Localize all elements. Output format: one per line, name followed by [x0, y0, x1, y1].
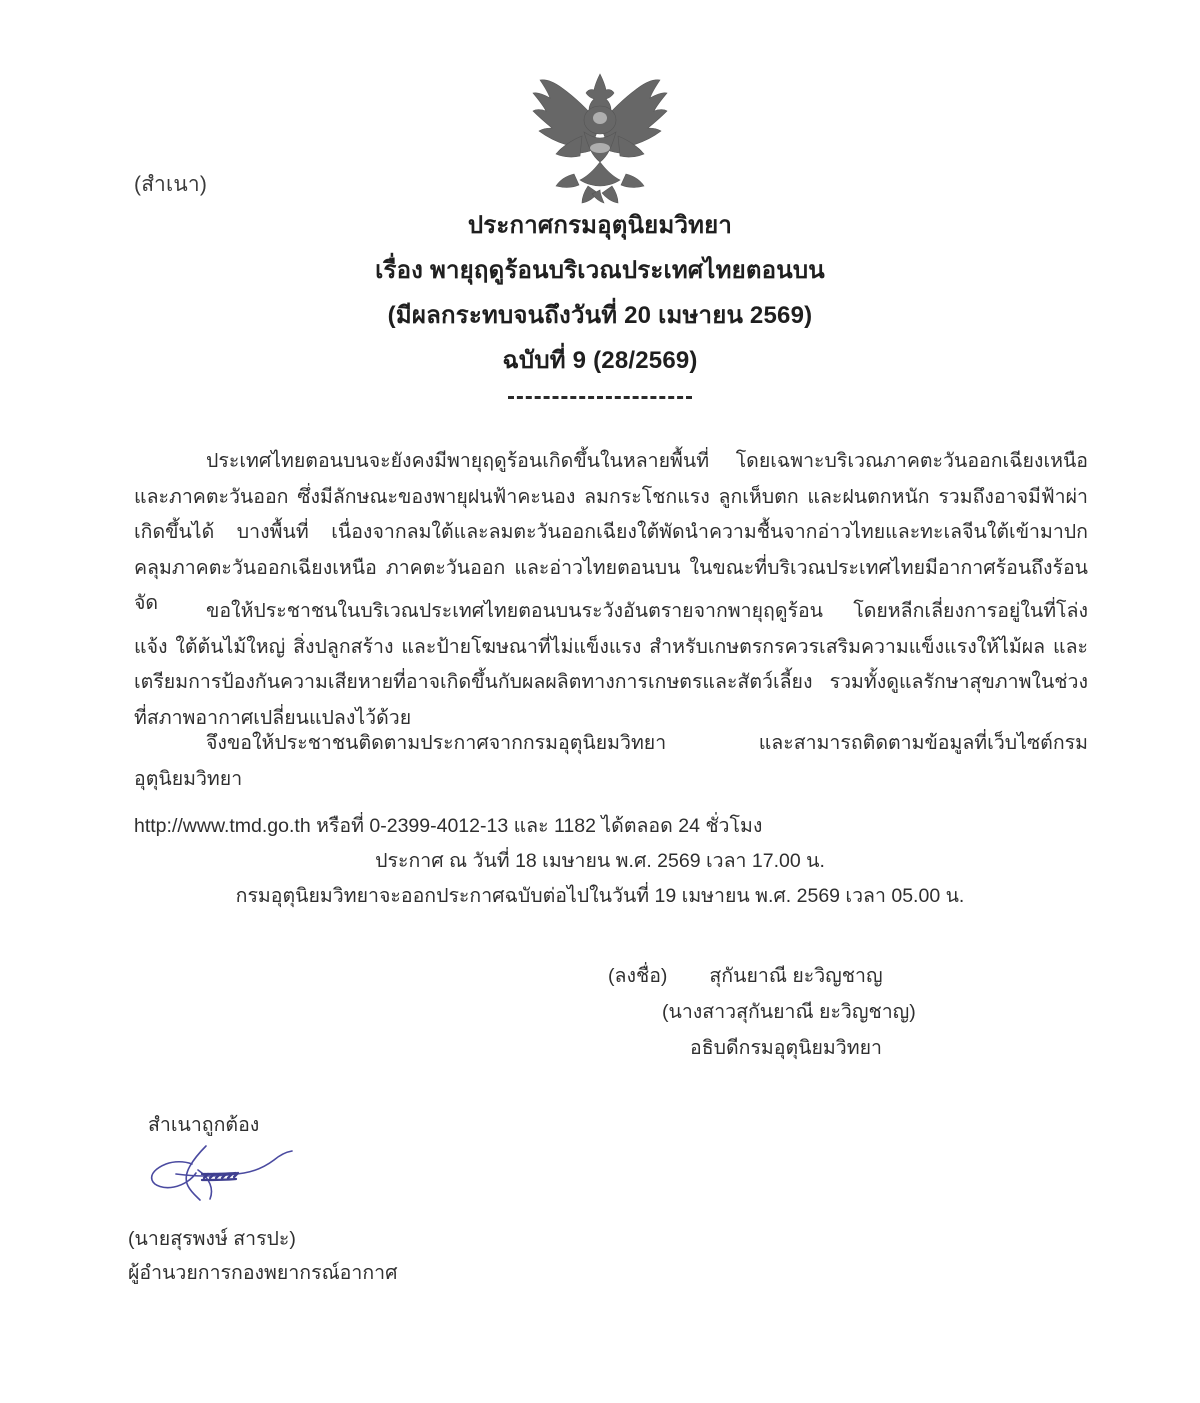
body-paragraph-3-container	[134, 726, 1088, 857]
certifier-name: (นายสุรพงษ์ สารปะ)	[128, 1228, 296, 1250]
certified-copy-block	[128, 1108, 548, 1290]
garuda-emblem	[530, 62, 670, 208]
announcement-subject: เรื่อง พายุฤดูร้อนบริเวณประเทศไทยตอนบน	[375, 257, 825, 284]
announcement-effective: (มีผลกระทบจนถึงวันที่ 20 เมษายน 2569)	[387, 302, 813, 329]
body-paragraph-2: ขอให้ประชาชนในบริเวณประเทศไทยตอนบนระวังอันตรายจากพายุฤดูร้อน โดยหลีกเลี่ยงการอยู่ในที่โล่งแจ้ง ใต้ต้นไม้ใหญ่ สิ่งปลูกสร้าง และป้ายโฆษณาที่ไม่แข็งแรง สำหรับเกษตรกรควรเสริมความแข็งแรงให้ไม้ผล และเตรียมการป้องกันความเสียหายที่อาจเกิดขึ้นกับผลผลิตทางการเกษตรและสัตว์เลี้ยง รวมทั้งดูแลรักษาสุขภาพในช่วงที่สภาพอากาศเปลี่ยนแปลงไว้ด้วย	[134, 600, 1088, 729]
body-paragraph-2-container	[134, 594, 1088, 748]
announcement-title: ประกาศกรมอุตุนิยมวิทยา	[467, 212, 733, 239]
handwritten-signature-icon	[146, 1144, 326, 1206]
divider-container	[0, 396, 1200, 399]
announcement-dates	[0, 844, 1200, 914]
signature-block	[600, 958, 1070, 1066]
body-paragraph-3-line-1: จึงขอให้ประชาชนติดตามประกาศจากกรมอุตุนิยมวิทยา และสามารถติดตามข้อมูลที่เว็บไซต์กรมอุตุนิยมวิทยา	[134, 732, 1088, 790]
issued-datetime: ประกาศ ณ วันที่ 18 เมษายน พ.ศ. 2569 เวลา 17.00 น.	[375, 850, 825, 872]
next-issue-datetime: กรมอุตุนิยมวิทยาจะออกประกาศฉบับต่อไปในวันที่ 19 เมษายน พ.ศ. 2569 เวลา 05.00 น.	[235, 885, 965, 907]
dashed-divider	[508, 396, 692, 399]
copy-mark-label: (สำเนา)	[134, 173, 208, 196]
emblem-container	[0, 62, 1200, 208]
signer-title: อธิบดีกรมอุตุนิยมวิทยา	[690, 1037, 882, 1059]
body-paragraph-1: ประเทศไทยตอนบนจะยังคงมีพายุฤดูร้อนเกิดขึ้นในหลายพื้นที่ โดยเฉพาะบริเวณภาคตะวันออกเฉียงเหนือ และภาคตะวันออก ซึ่งมีลักษณะของพายุฝนฟ้าคะนอง ลมกระโชกแรง ลูกเห็บตก และฝนตกหนัก รวมถึงอาจมีฟ้าผ่าเกิดขึ้นได้ บางพื้นที่ เนื่องจากลมใต้และลมตะวันออกเฉียงใต้พัดนำความชื้นจากอ่าวไทยและทะเลจีนใต้เข้ามาปกคลุมภาคตะวันออกเฉียงเหนือ ภาคตะวันออก และอ่าวไทยตอนบน ในขณะที่บริเวณประเทศไทยมีอากาศร้อนถึงร้อนจัด	[134, 450, 1088, 614]
document-header	[0, 214, 1200, 373]
signature-line-row	[600, 958, 1070, 994]
announcement-issue-no: ฉบับที่ 9 (28/2569)	[502, 347, 698, 374]
signer-name-parenthetical: (นางสาวสุกันยาณี ยะวิญชาญ)	[662, 1001, 916, 1023]
certifier-role: ผู้อำนวยการกองพยากรณ์อากาศ	[128, 1262, 398, 1284]
certified-copy-label: สำเนาถูกต้อง	[148, 1114, 260, 1136]
contact-info-line: http://www.tmd.go.th หรือที่ 0-2399-4012-13 และ 1182 ได้ตลอด 24 ชั่วโมง	[134, 815, 763, 837]
signer-name: สุกันยาณี ยะวิญชาญ	[709, 965, 883, 987]
sign-label: (ลงชื่อ)	[608, 965, 668, 987]
